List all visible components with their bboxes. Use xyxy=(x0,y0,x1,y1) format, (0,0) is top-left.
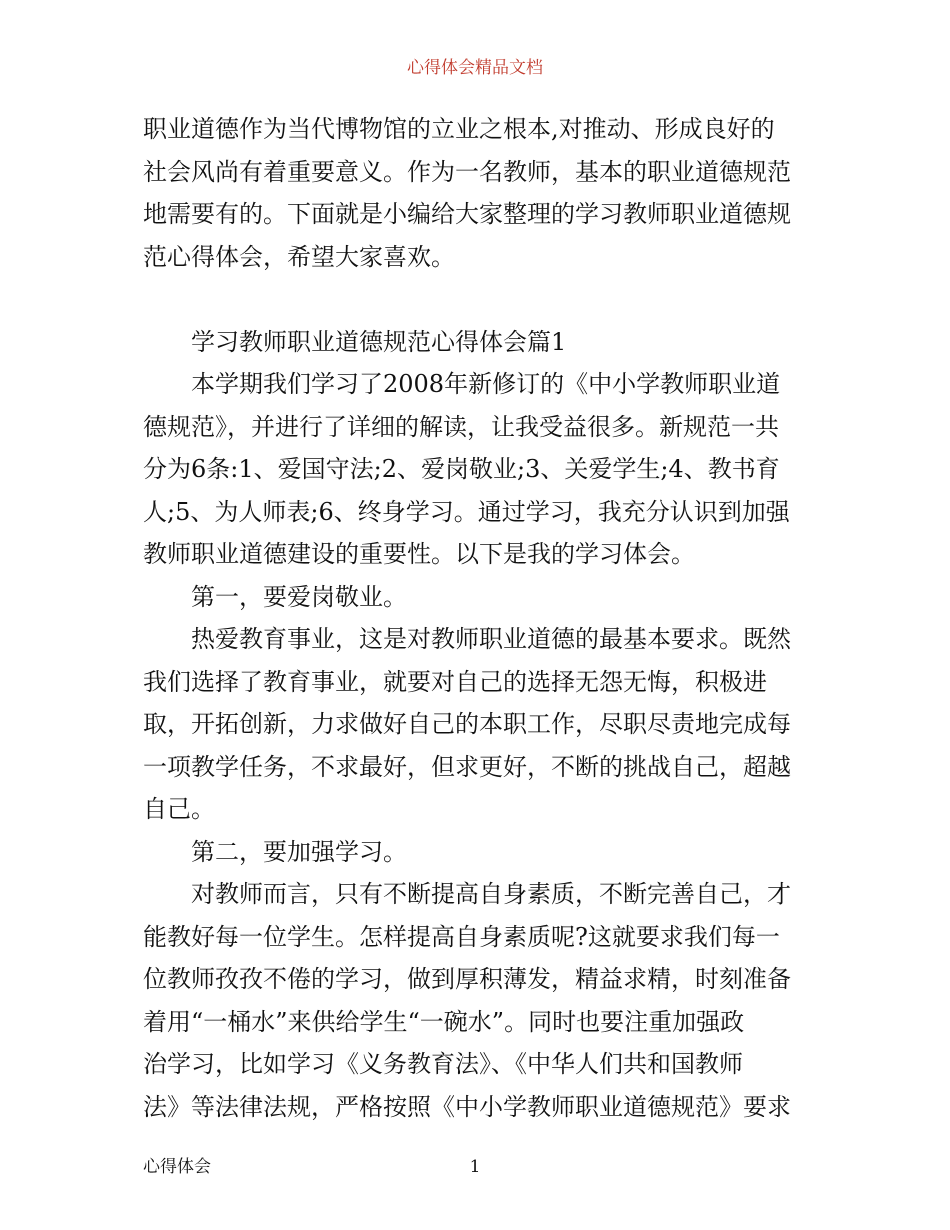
section-heading: 学习教师职业道德规范心得体会篇1 xyxy=(191,327,567,356)
point2-line: 对教师而言，只有不断提高自身素质，不断完善自己，才 xyxy=(191,880,791,908)
point2-line: 着用“一桶水”来供给学生“一碗水”。同时也要注重加强政 xyxy=(143,1007,745,1036)
point2-line: 能教好每一位学生。怎样提高自身素质呢?这就要求我们每一 xyxy=(143,922,780,951)
paragraph1-line: 本学期我们学习了2008年新修订的《中小学教师职业道 xyxy=(191,370,781,398)
footer-label: 心得体会 xyxy=(143,1157,211,1177)
page-number: 1 xyxy=(469,1157,481,1177)
paragraph1-line: 德规范》，并进行了详细的解读，让我受益很多。新规范一共 xyxy=(143,412,779,441)
point1-line: 一项教学任务，不求最好，但求更好，不断的挑战自己，超越 xyxy=(143,752,791,781)
point1-line: 热爱教育事业，这是对教师职业道德的最基本要求。既然 xyxy=(191,625,791,653)
point1-heading: 第一，要爱岗敬业。 xyxy=(191,582,407,611)
point1-line: 我们选择了教育事业，就要对自己的选择无怨无悔，积极进 xyxy=(143,667,767,696)
intro-line: 地需要有的。下面就是小编给大家整理的学习教师职业道德规 xyxy=(143,200,791,228)
paragraph1-line: 教师职业道德建设的重要性。以下是我的学习体会。 xyxy=(143,540,695,568)
point2-heading: 第二，要加强学习。 xyxy=(191,837,407,866)
intro-line: 范心得体会，希望大家喜欢。 xyxy=(143,242,455,271)
intro-line: 职业道德作为当代博物馆的立业之根本,对推动、形成良好的 xyxy=(143,115,775,143)
point1-line: 自己。 xyxy=(143,795,215,823)
point2-line: 法》等法律法规，严格按照《中小学教师职业道德规范》要求 xyxy=(143,1092,791,1121)
point1-line: 取，开拓创新，力求做好自己的本职工作，尽职尽责地完成每 xyxy=(143,710,791,738)
paragraph-spacer xyxy=(143,278,811,321)
header-title: 心得体会精品文档 xyxy=(407,58,543,78)
document-body xyxy=(143,108,811,1128)
paragraph1-line: 分为6条:1、爱国守法;2、爱岗敬业;3、关爱学生;4、教书育 xyxy=(143,455,780,483)
point2-line: 治学习，比如学习《义务教育法》、《中华人们共和国教师 xyxy=(143,1050,743,1078)
point2-line: 位教师孜孜不倦的学习，做到厚积薄发，精益求精，时刻准备 xyxy=(143,965,791,993)
paragraph1-line: 人;5、为人师表;6、终身学习。通过学习，我充分认识到加强 xyxy=(143,497,790,526)
intro-line: 社会风尚有着重要意义。作为一名教师，基本的职业道德规范 xyxy=(143,157,791,186)
